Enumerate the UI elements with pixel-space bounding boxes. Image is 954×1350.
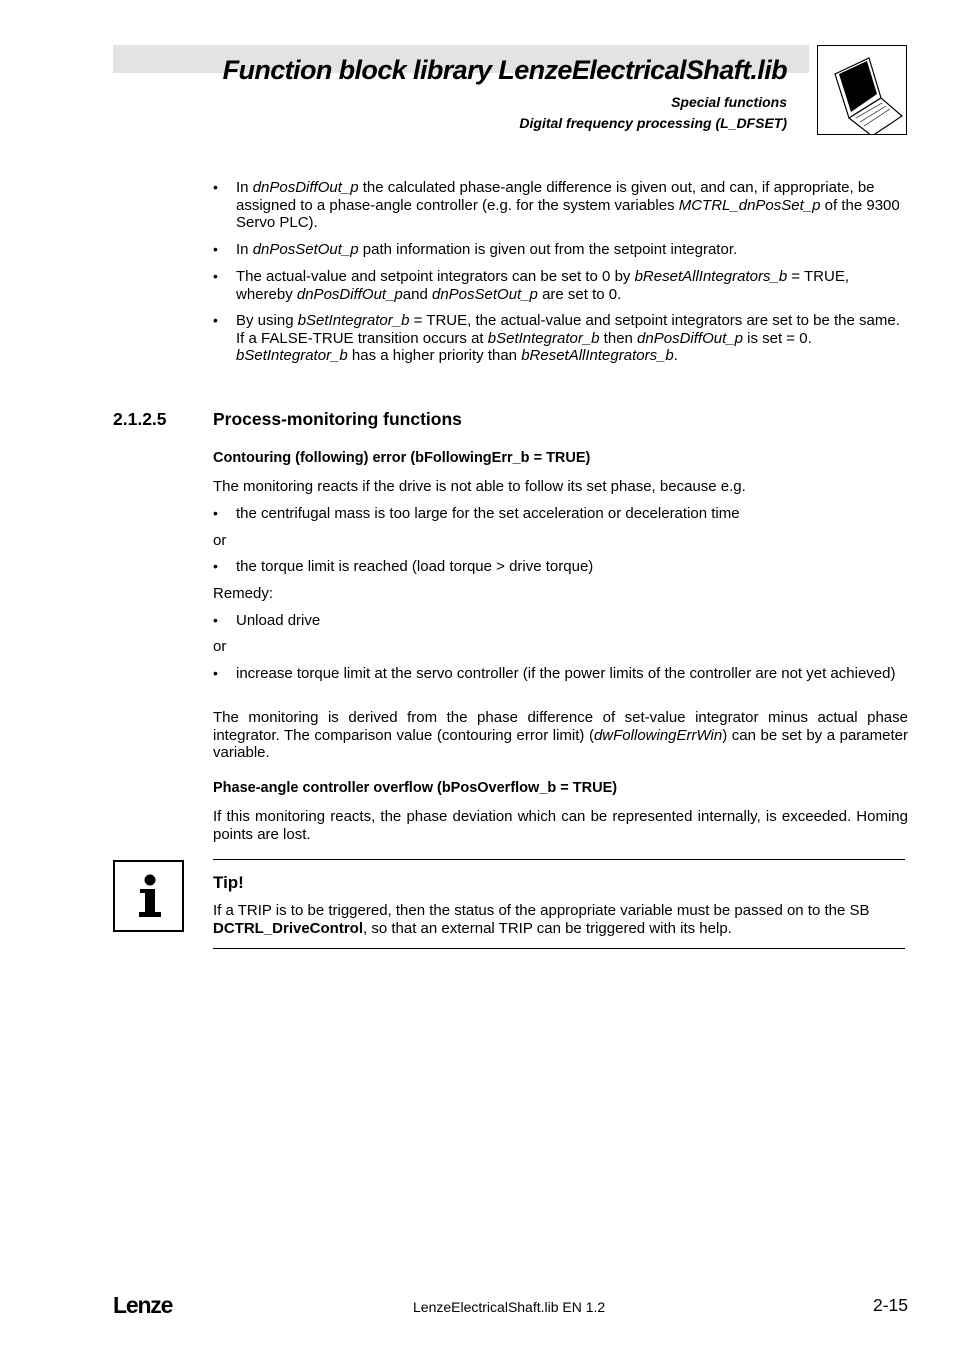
lenze-logo: Lenze (113, 1292, 173, 1318)
contouring-paragraph: The monitoring is derived from the phase difference of set-value integrator minus actual phase integrator. The comparison value (contouring error limit) (dwFollowingErrWin) can be set by a parameter variable. (213, 709, 908, 761)
divider (213, 859, 905, 860)
footer-document-id: LenzeElectricalShaft.lib EN 1.2 (413, 1299, 606, 1315)
info-icon (113, 860, 184, 932)
overflow-paragraph: If this monitoring reacts, the phase deviation which can be represented internally, is exceeded. Homing points are lost. (213, 808, 908, 843)
page-title: Function block library LenzeElectricalShaft.lib (222, 55, 787, 85)
list-item: • In dnPosSetOut_p path information is given out from the setpoint integrator. (213, 241, 908, 259)
contouring-intro: The monitoring reacts if the drive is not able to follow its set phase, because e.g. (213, 478, 746, 495)
list-item: • By using bSetIntegrator_b = TRUE, the actual-value and setpoint integrators are set to be the same. If a FALSE-TRUE transition occurs at bSetIntegrator_b then dnPosDiffOut_p is set = 0. bSetIntegrator_b has a higher priority than bResetAllIntegrators_b. (213, 312, 908, 365)
list-item: • Unload drive (213, 612, 908, 630)
header-subtitle-1: Special functions (671, 94, 787, 110)
laptop-icon (817, 45, 907, 135)
tip-title: Tip! (213, 873, 244, 892)
header-subtitle-2: Digital frequency processing (L_DFSET) (519, 115, 787, 131)
list-item: • the torque limit is reached (load torque > drive torque) (213, 558, 908, 576)
contouring-heading: Contouring (following) error (bFollowingErr_b = TRUE) (213, 450, 591, 466)
section-title: Process-monitoring functions (213, 409, 462, 429)
divider (213, 948, 905, 949)
remedy-label: Remedy: (213, 585, 274, 602)
list-item: • increase torque limit at the servo controller (if the power limits of the controller are not yet achieved) (213, 665, 908, 683)
list-item: • the centrifugal mass is too large for the set acceleration or deceleration time (213, 505, 908, 523)
section-number: 2.1.2.5 (113, 409, 167, 429)
list-item: • The actual-value and setpoint integrators can be set to 0 by bResetAllIntegrators_b = TRUE, whereby dnPosDiffOut_pand dnPosSetOut_p are set to 0. (213, 268, 908, 303)
overflow-heading: Phase-angle controller overflow (bPosOverflow_b = TRUE) (213, 780, 618, 796)
or-text: or (213, 638, 227, 655)
list-item: • In dnPosDiffOut_p the calculated phase-angle difference is given out, and can, if appropriate, be assigned to a phase-angle controller (e.g. for the system variables MCTRL_dnPosSet_p of the 9300 Servo PLC). (213, 179, 908, 232)
tip-text: If a TRIP is to be triggered, then the status of the appropriate variable must be passed on to the SB DCTRL_DriveControl, so that an external TRIP can be triggered with its help. (213, 902, 870, 937)
page-number: 2-15 (872, 1295, 908, 1315)
or-text: or (213, 532, 227, 549)
